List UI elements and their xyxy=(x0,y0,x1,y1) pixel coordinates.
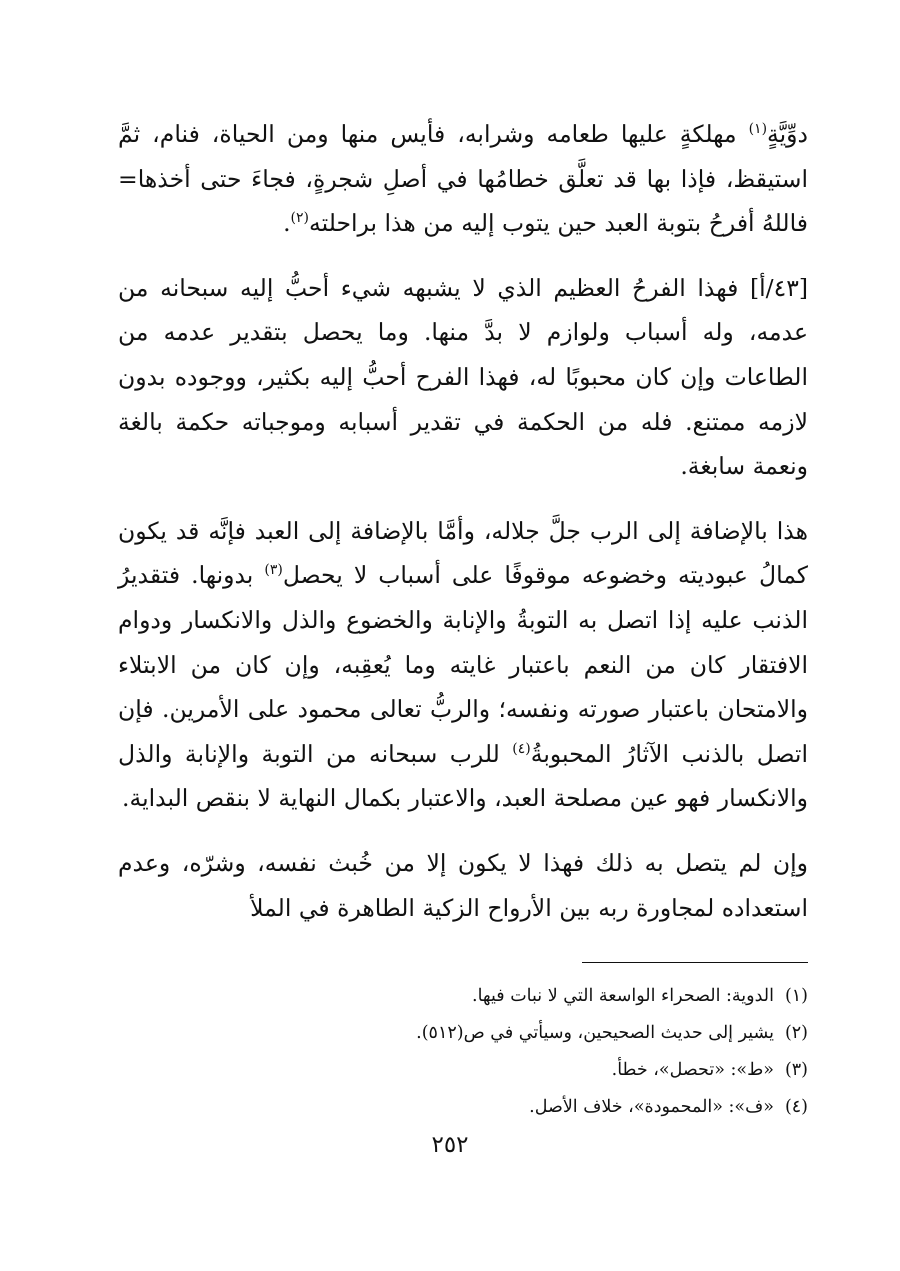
footnote-ref: (١) xyxy=(748,121,768,138)
footnote-text: الدوية: الصحراء الواسعة التي لا نبات فيها. xyxy=(472,986,774,1006)
paragraph-text: . xyxy=(283,209,291,238)
footnote xyxy=(118,1052,808,1089)
paragraph-text: للرب سبحانه من التوبة والإنابة والذل والانكسار فهو عين مصلحة العبد، والاعتبار بكمال النهاية لا بنقص البداية. xyxy=(118,739,808,813)
footnote-text: يشير إلى حديث الصحيحين، وسيأتي في ص(٥١٢). xyxy=(416,1023,774,1043)
footnote xyxy=(118,978,808,1015)
paragraph xyxy=(118,509,808,821)
paragraph-text: مهلكةٍ عليها طعامه وشرابه، فأيس منها ومن الحياة، فنام، ثمَّ استيقظ، فإذا بها قد تعلَّق خطامُها في أصلِ شجرةٍ، فجاءَ حتى أخذها= فاللهُ أفرحُ بتوبة العبد حين يتوب إليه من هذا براحلته xyxy=(118,120,808,238)
footnote xyxy=(118,1015,808,1052)
footnote-number: (٤) xyxy=(784,1097,808,1117)
paragraph-text: دوِّيَّةٍ xyxy=(767,120,808,148)
paragraph xyxy=(118,841,808,930)
footnote-number: (٣) xyxy=(784,1060,808,1080)
main-text xyxy=(118,112,808,930)
paragraph xyxy=(118,266,808,489)
footnote-text: «ف»: «المحمودة»، خلاف الأصل. xyxy=(529,1097,774,1117)
footnote-text: «ط»: «تحصل»، خطأ. xyxy=(611,1060,774,1080)
footnote-separator xyxy=(582,962,808,963)
footnote-number: (٢) xyxy=(784,1023,808,1043)
paragraph-text: [٤٣/أ] فهذا الفرحُ العظيم الذي لا يشبهه شيء أحبُّ إليه سبحانه من عدمه، وله أسباب ولوازم لا بدَّ منها. وما يحصل بتقدير عدمه من الطاعات وإن كان محبوبًا له، فهذا الفرح أحبُّ إليه بكثير، ووجوده بدون لازمه ممتنع. فله من الحكمة في تقدير أسبابه وموجباته حكمة بالغة ونعمة سابغة. xyxy=(118,273,809,481)
footnote xyxy=(118,1089,808,1126)
page-number: ٢٥٢ xyxy=(431,1132,469,1158)
footnote-ref: (٣) xyxy=(264,562,283,579)
paragraph xyxy=(118,112,808,246)
footnotes xyxy=(118,978,808,1126)
footnote-number: (١) xyxy=(784,986,808,1006)
footnote-ref: (٢) xyxy=(290,210,310,227)
paragraph-text: وإن لم يتصل به ذلك فهذا لا يكون إلا من خُبث نفسه، وشرّه، وعدم استعداده لمجاورة ربه بين الأرواح الزكية الطاهرة في الملأ xyxy=(118,848,808,922)
paragraph-text: هذا بالإضافة إلى الرب جلَّ جلاله، وأمَّا بالإضافة إلى العبد فإنَّه قد يكون كمالُ عبوديته وخضوعه موقوفًا على أسباب لا يحصل xyxy=(118,516,808,590)
paragraph-text: بدونها. فتقديرُ الذنب عليه إذا اتصل به التوبةُ والإنابة والخضوع والذل والانكسار ودوام الافتقار كان من النعم باعتبار غايته وما يُعقِبه، وإن كان من الابتلاء والامتحان باعتبار صورته ونفسه؛ والربُّ تعالى محمود على الأمرين. فإن اتصل بالذنب الآثارُ المحبوبةُ xyxy=(118,561,808,768)
footnote-ref: (٤) xyxy=(512,740,531,757)
